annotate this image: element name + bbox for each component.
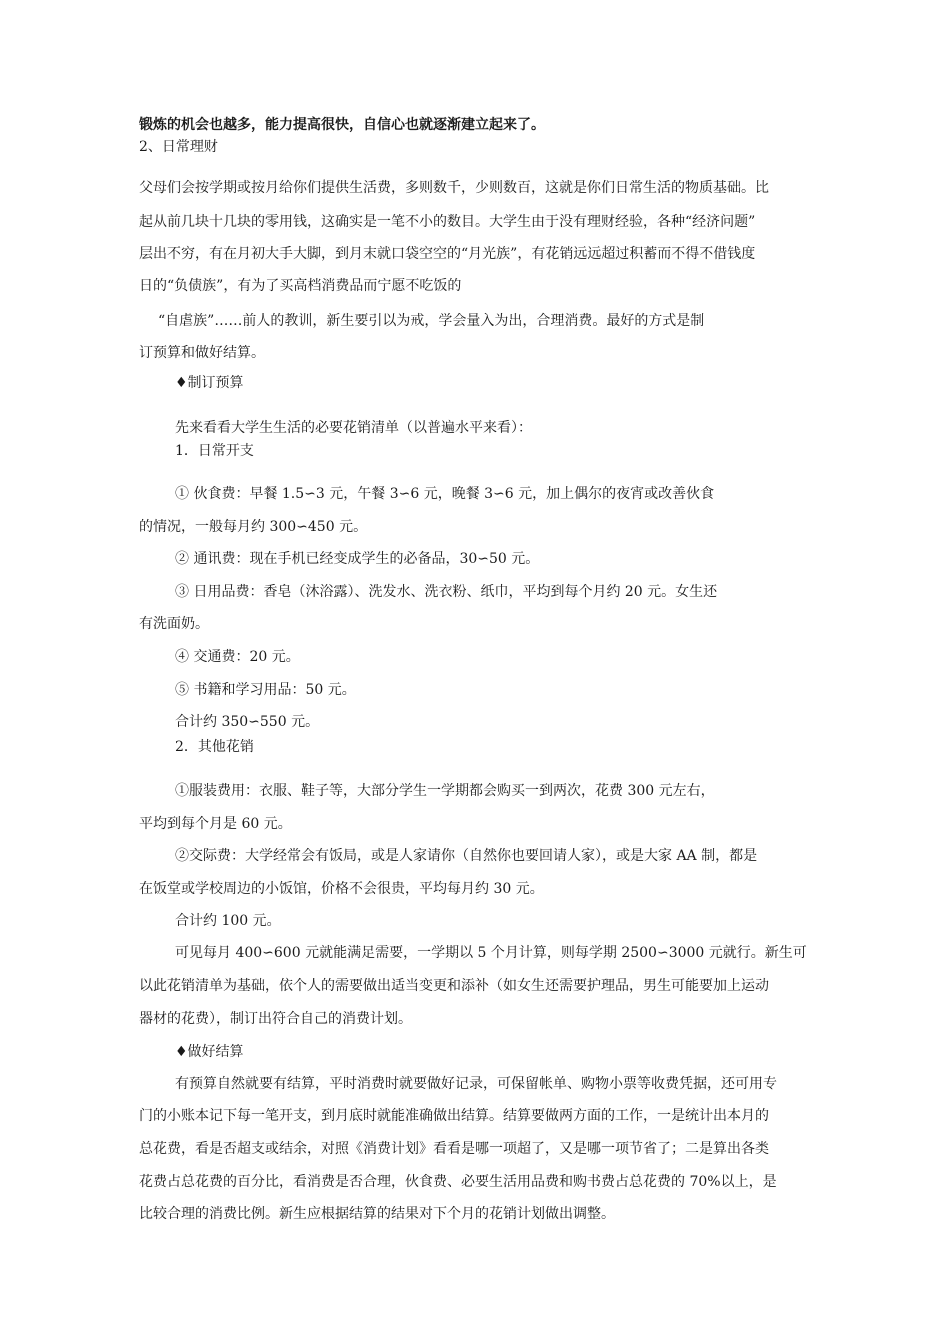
- paragraph-line: 先来看看大学生生活的必要花销清单（以普遍水平来看）：: [175, 420, 532, 436]
- paragraph-line: 日的“负债族”，有为了买高档消费品而宁愿不吃饭的: [139, 278, 462, 294]
- paragraph-line: 比较合理的消费比例。新生应根据结算的结果对下个月的花销计划做出调整。: [139, 1206, 615, 1222]
- list-item: ① 伙食费：早餐 1.5∽3 元，午餐 3∽6 元，晚餐 3∽6 元，加上偶尔的夜宵或改善伙食: [175, 486, 715, 502]
- list-item-continuation: 在饭堂或学校周边的小饭馆，价格不会很贵，平均每月约 30 元。: [139, 881, 544, 897]
- paragraph-line: 有预算自然就要有结算，平时消费时就要做好记录，可保留帐单、购物小票等收费凭据，还可用专: [175, 1076, 777, 1092]
- subtotal-line: 合计约 100 元。: [175, 913, 281, 929]
- list-item-continuation: 平均到每个月是 60 元。: [139, 816, 292, 832]
- list-item: ⑤ 书籍和学习用品：50 元。: [175, 682, 356, 698]
- paragraph-line: 层出不穷，有在月初大手大脚，到月末就口袋空空的“月光族”，有花销远远超过积蓄而不得不借钱度: [139, 246, 756, 262]
- paragraph-line: 花费占总花费的百分比，看消费是否合理，伙食费、必要生活用品费和购书费占总花费的 70%以上，是: [139, 1174, 777, 1190]
- list-item: ①服装费用：衣服、鞋子等，大部分学生一学期都会购买一到两次，花费 300 元左右，: [175, 783, 715, 799]
- list-item-continuation: 有洗面奶。: [139, 616, 209, 632]
- list-item: ② 通讯费：现在手机已经变成学生的必备品，30∽50 元。: [175, 551, 540, 567]
- list-item: ③ 日用品费：香皂（沐浴露）、洗发水、洗衣粉、纸巾，平均到每个月约 20 元。女生还: [175, 584, 718, 600]
- paragraph-line: 起从前几块十几块的零用钱，这确实是一笔不小的数目。大学生由于没有理财经验，各种“经济问题”: [139, 214, 756, 230]
- list-item-continuation: 的情况，一般每月约 300∽450 元。: [139, 519, 368, 535]
- paragraph-line: 可见每月 400∽600 元就能满足需要，一学期以 5 个月计算，则每学期 2500∽3000 元就行。新生可: [175, 945, 807, 961]
- paragraph-line: 父母们会按学期或按月给你们提供生活费，多则数千，少则数百，这就是你们日常生活的物质基础。比: [139, 180, 769, 196]
- list-heading: 1．日常开支: [175, 443, 254, 459]
- paragraph-line: 以此花销清单为基础，依个人的需要做出适当变更和添补（如女生还需要护理品，男生可能要加上运动: [139, 978, 769, 994]
- section-heading: 2、日常理财: [139, 139, 218, 155]
- list-item: ②交际费：大学经常会有饭局，或是人家请你（自然你也要回请人家），或是大家 AA 制，都是: [175, 848, 758, 864]
- list-heading: 2．其他花销: [175, 739, 254, 755]
- paragraph-line: 锻炼的机会也越多，能力提高很快，自信心也就逐渐建立起来了。: [139, 117, 545, 133]
- paragraph-line: 器材的花费），制订出符合自己的消费计划。: [139, 1011, 412, 1027]
- paragraph-line: 总花费，看是否超支或结余，对照《消费计划》看看是哪一项超了，又是哪一项节省了；二是算出各类: [139, 1141, 769, 1157]
- subheading-budget: ♦制订预算: [175, 375, 244, 391]
- subtotal-line: 合计约 350∽550 元。: [175, 714, 320, 730]
- paragraph-line: 订预算和做好结算。: [139, 345, 265, 361]
- list-item: ④ 交通费：20 元。: [175, 649, 300, 665]
- subheading-settlement: ♦做好结算: [175, 1044, 244, 1060]
- paragraph-line: “自虐族”……前人的教训，新生要引以为戒，学会量入为出，合理消费。最好的方式是制: [158, 313, 705, 329]
- paragraph-line: 门的小账本记下每一笔开支，到月底时就能准确做出结算。结算要做两方面的工作，一是统计出本月的: [139, 1108, 769, 1124]
